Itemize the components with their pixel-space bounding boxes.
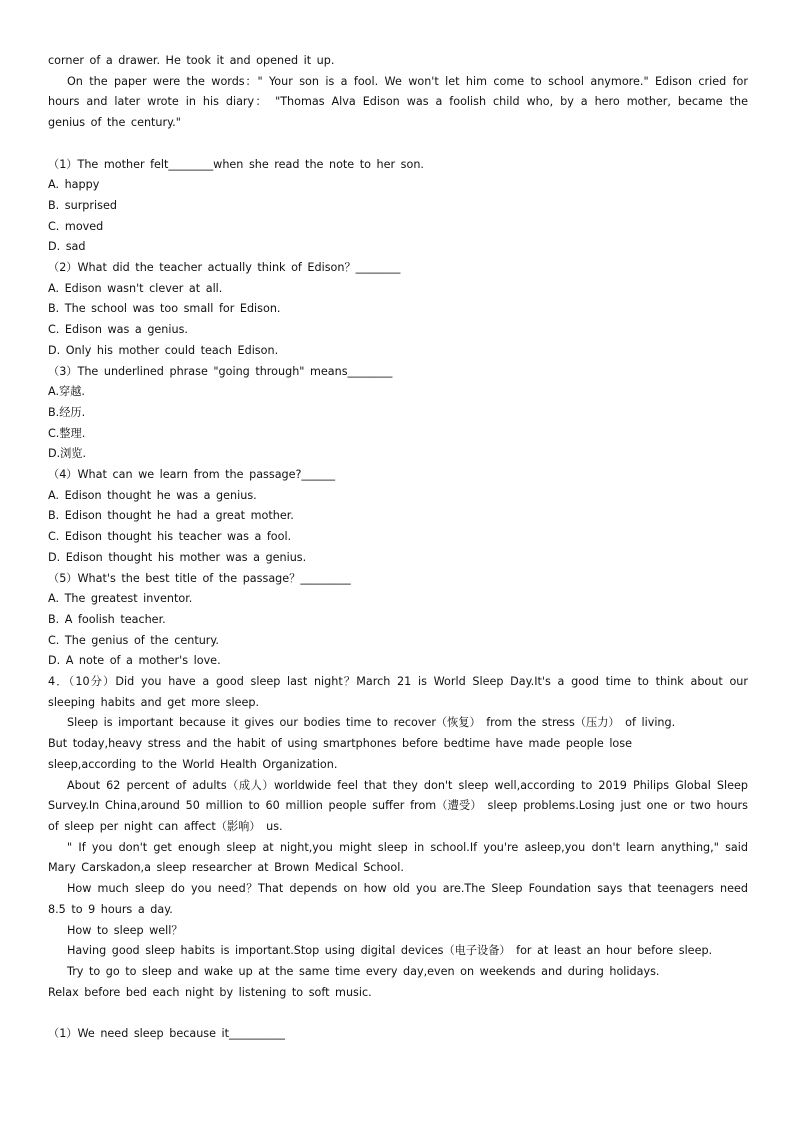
option-2d: D. Only his mother could teach Edison. [48,343,279,357]
option-2a: A. Edison wasn't clever at all. [48,281,223,295]
option-1d: D. sad [48,240,86,254]
option-3d: D.浏览. [48,447,87,461]
option-3c: C.整理. [48,426,86,440]
option-1c: C. moved [48,219,104,233]
question-3: （3）The underlined phrase "going through" means________ [48,364,393,378]
passage4-p8a: Try to go to sleep and wake up at the same time every day,even on weekends and during holidays. [67,964,660,978]
option-5d: D. A note of a mother's love. [48,654,221,668]
passage4-p2a: Sleep is important because it gives our bodies time to recover（恢复） from the stress（压力） of living. [67,716,676,730]
passage4-p4: " If you don't get enough sleep at night,you might sleep in school.If you're asleep,you don't learn anything," said Mary Carskadon,a sleep researcher at Brown Medical School. [48,840,748,875]
option-2c: C. Edison was a genius. [48,323,188,337]
passage4-p8b: Relax before bed each night by listening to soft music. [48,985,372,999]
option-3a: A.穿越. [48,385,85,399]
question-4: （4）What can we learn from the passage?______ [48,468,336,482]
question-set-1 [48,155,748,673]
story-line-1: corner of a drawer. He took it and opened it up. [48,54,335,67]
option-4c: C. Edison thought his teacher was a fool. [48,530,292,544]
passage-4 [48,672,748,1003]
option-3b: B.经历. [48,405,86,419]
document-page [48,51,748,1045]
option-5a: A. The greatest inventor. [48,592,193,606]
option-5c: C. The genius of the century. [48,633,219,647]
passage4-p3: About 62 percent of adults（成人）worldwide feel that they don't sleep well,according to 2019 Philips Global Sleep Survey.In China,around 50 million to 60 million people suffer from（遭受） sleep problems.Losing just one or two hours of sleep per night can affect（影响） us. [48,778,748,833]
passage4-p7: Having good sleep habits is important.Stop using digital devices（电子设备） for at least an hour before sleep. [67,944,713,958]
passage4-p2c: sleep,according to the World Health Organization. [48,757,338,771]
blank-line [48,134,748,155]
option-1b: B. surprised [48,198,117,212]
passage4-p5: How much sleep do you need？That depends on how old you are.The Sleep Foundation says that teenagers need 8.5 to 9 hours a day. [48,882,748,916]
option-4d: D. Edison thought his mother was a genius. [48,550,307,564]
passage4-p2b: But today,heavy stress and the habit of using smartphones before bedtime have made people lose [48,737,632,751]
option-5b: B. A foolish teacher. [48,612,166,626]
option-1a: A. happy [48,178,100,192]
passage4-p6: How to sleep well？ [67,923,183,937]
option-2b: B. The school was too small for Edison. [48,302,281,316]
question-2: （2）What did the teacher actually think of Edison？________ [48,261,401,275]
question-5: （5）What's the best title of the passage？_________ [48,571,351,585]
question-set2-q1: （1）We need sleep because it__________ [48,1027,285,1041]
story-paragraph-2: On the paper were the words：" Your son is a fool. We won't let him come to school anymore." Edison cried for hours and later wrote in his diary： "Thomas Alva Edison was a foolish child who, by a hero mother, became the genius of the century." [48,74,748,130]
passage4-intro: 4．（10分）Did you have a good sleep last night？March 21 is World Sleep Day.It's a good time to think about our sleeping habits and get more sleep. [48,675,748,709]
blank-line [48,1003,748,1024]
option-4a: A. Edison thought he was a genius. [48,488,257,502]
question-1: （1）The mother felt________when she read the note to her son. [48,157,424,171]
option-4b: B. Edison thought he had a great mother. [48,509,294,523]
